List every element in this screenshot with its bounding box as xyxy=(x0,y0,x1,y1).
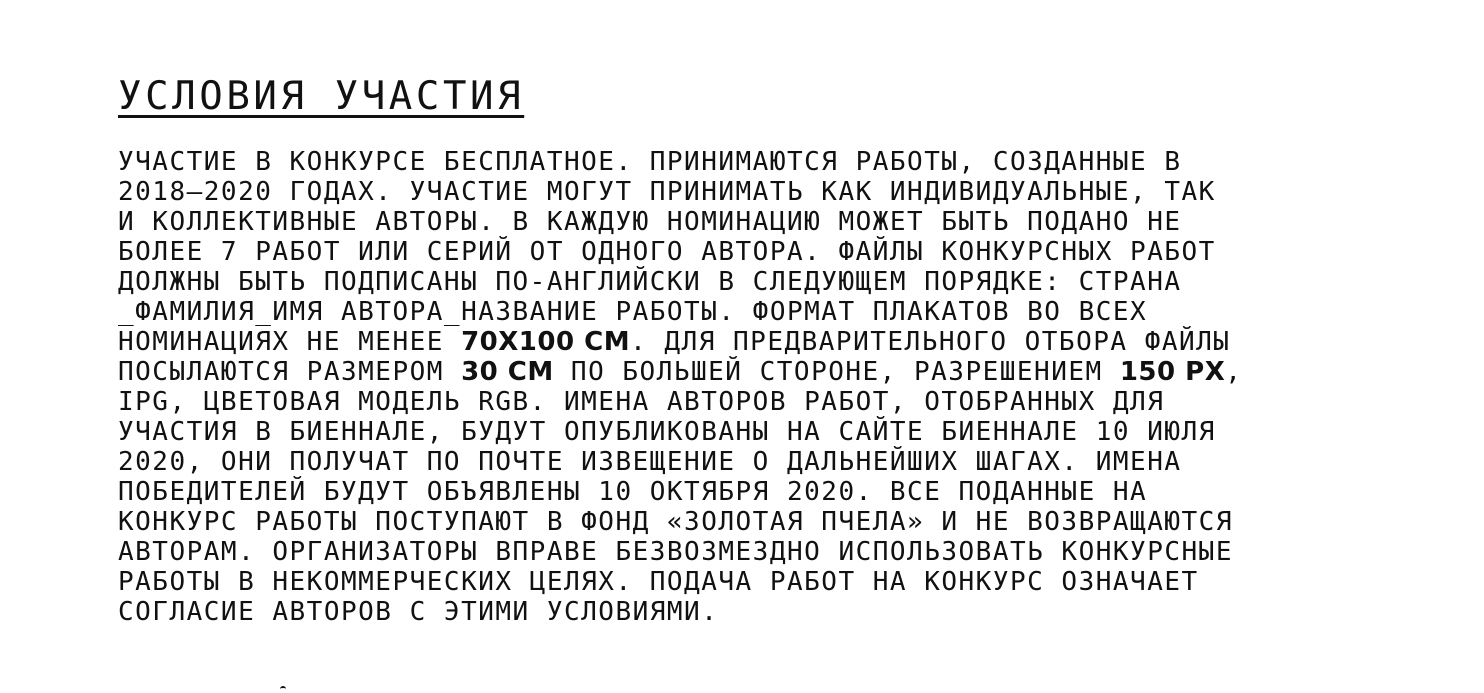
paragraph-line: 2018–2020 ГОДАХ. УЧАСТИЕ МОГУТ ПРИНИМАТЬ КАК ИНДИВИДУАЛЬНЫЕ, ТАК xyxy=(118,177,1216,207)
paragraph-line: РАБОТЫ В НЕКОММЕРЧЕСКИХ ЦЕЛЯХ. ПОДАЧА РАБОТ НА КОНКУРС ОЗНАЧАЕТ xyxy=(118,567,1199,597)
paragraph-line: _ФАМИЛИЯ_ИМЯ АВТОРА_НАЗВАНИЕ РАБОТЫ. ФОРМАТ ПЛАКАТОВ ВО ВСЕХ xyxy=(118,297,1148,327)
paragraph-line: ДОЛЖНЫ БЫТЬ ПОДПИСАНЫ ПО-АНГЛИЙСКИ В СЛЕДУЮЩЕМ ПОРЯДКЕ: СТРАНА xyxy=(118,267,1182,297)
paragraph-line: ПОБЕДИТЕЛЕЙ БУДУТ ОБЪЯВЛЕНЫ 10 ОКТЯБРЯ 2020. ВСЕ ПОДАННЫЕ НА xyxy=(118,477,1148,507)
paragraph-line: IPG, ЦВЕТОВАЯ МОДЕЛЬ RGB. ИМЕНА АВТОРОВ РАБОТ, ОТОБРАННЫХ ДЛЯ xyxy=(118,387,1165,417)
paragraph-line: КОНКУРС РАБОТЫ ПОСТУПАЮТ В ФОНД «ЗОЛОТАЯ ПЧЕЛА» И НЕ ВОЗВРАЩАЮТСЯ xyxy=(118,507,1233,537)
paragraph-line: СОГЛАСИЕ АВТОРОВ С ЭТИМИ УСЛОВИЯМИ. xyxy=(118,597,719,627)
file-size-highlight: 30 СМ xyxy=(461,357,554,387)
paragraph-line: УЧАСТИЯ В БИЕННАЛЕ, БУДУТ ОПУБЛИКОВАНЫ НА САЙТЕ БИЕННАЛЕ 10 ИЮЛЯ xyxy=(118,417,1216,447)
cropped-glyph-fragment xyxy=(280,686,286,693)
poster-format-highlight: 70Х100 СМ xyxy=(461,327,631,357)
conditions-paragraph xyxy=(118,147,1368,627)
paragraph-line: ПОСЫЛАЮТСЯ РАЗМЕРОМ 30 СМ ПО БОЛЬШЕЙ СТОРОНЕ, РАЗРЕШЕНИЕМ 150 PX, xyxy=(118,357,1243,387)
paragraph-line: 2020, ОНИ ПОЛУЧАТ ПО ПОЧТЕ ИЗВЕЩЕНИЕ О ДАЛЬНЕЙШИХ ШАГАХ. ИМЕНА xyxy=(118,447,1182,477)
participation-conditions-section xyxy=(118,74,1368,627)
section-title: УСЛОВИЯ УЧАСТИЯ xyxy=(118,74,525,119)
paragraph-line: НОМИНАЦИЯХ НЕ МЕНЕЕ 70Х100 СМ. ДЛЯ ПРЕДВАРИТЕЛЬНОГО ОТБОРА ФАЙЛЫ xyxy=(118,327,1231,357)
resolution-highlight: 150 PX xyxy=(1119,357,1226,387)
paragraph-line: УЧАСТИЕ В КОНКУРСЕ БЕСПЛАТНОЕ. ПРИНИМАЮТСЯ РАБОТЫ, СОЗДАННЫЕ В xyxy=(118,147,1182,177)
paragraph-line: БОЛЕЕ 7 РАБОТ ИЛИ СЕРИЙ ОТ ОДНОГО АВТОРА. ФАЙЛЫ КОНКУРСНЫХ РАБОТ xyxy=(118,237,1216,267)
paragraph-line: АВТОРАМ. ОРГАНИЗАТОРЫ ВПРАВЕ БЕЗВОЗМЕЗДНО ИСПОЛЬЗОВАТЬ КОНКУРСНЫЕ xyxy=(118,537,1233,567)
paragraph-line: И КОЛЛЕКТИВНЫЕ АВТОРЫ. В КАЖДУЮ НОМИНАЦИЮ МОЖЕТ БЫТЬ ПОДАНО НЕ xyxy=(118,207,1182,237)
